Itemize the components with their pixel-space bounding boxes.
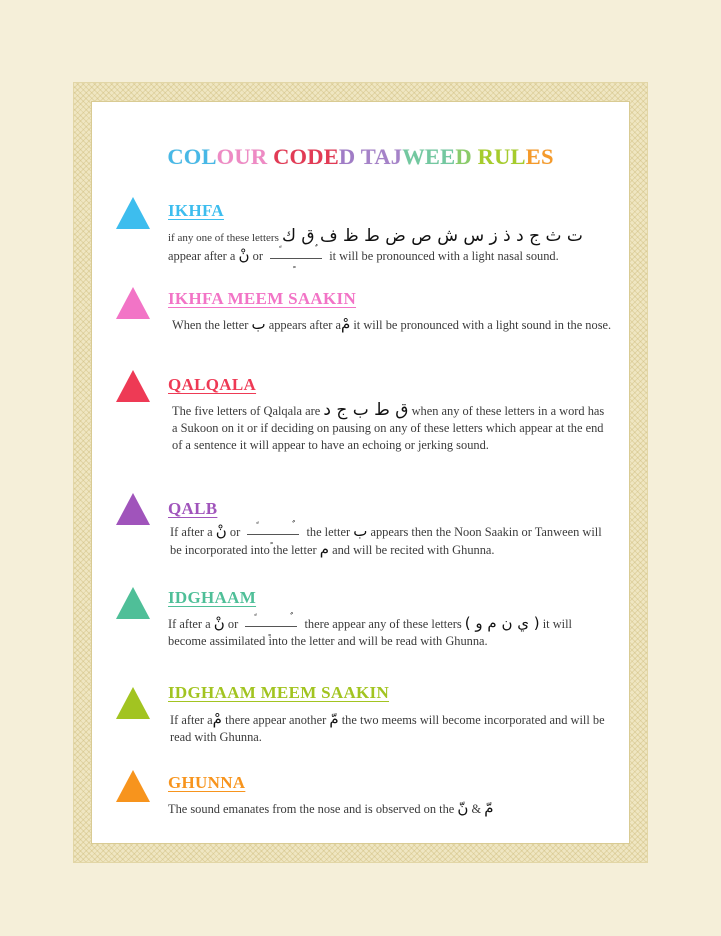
title-segment: COL [167, 144, 217, 169]
triangle-icon [116, 197, 150, 229]
rule-heading: QALB [168, 499, 218, 518]
page-title [92, 144, 629, 170]
meem-saakin-glyph: مْ [212, 710, 222, 728]
rule-heading: IDGHAAM [168, 588, 257, 607]
meem-glyph: م [319, 540, 329, 558]
ba-glyph: ب [353, 522, 368, 540]
triangle-icon [116, 370, 150, 402]
rule-heading: IKHFA [168, 201, 224, 220]
title-segment: WEE [402, 144, 456, 169]
meem-saakin-glyph: مْ [340, 315, 351, 333]
triangle-icon [116, 587, 150, 619]
noon-shadda-glyph: نّ [457, 799, 469, 817]
title-segment: D [338, 144, 361, 169]
title-segment: ES [525, 144, 554, 169]
noon-saakin-glyph: نْ [215, 522, 227, 540]
tanween-glyph [247, 527, 299, 539]
rule-description: The five letters of Qalqala are ق ط ب ج د when any of these letters in a word has a Sukoon on it or if deciding on pausing on any of these letters which appear at the end of a sentence it will appear to have an echoing or jerking sound. [172, 400, 605, 452]
title-segment: OUR [216, 144, 274, 169]
page-content [91, 101, 630, 844]
title-segment: TAJ [360, 144, 403, 169]
rule-description: The sound emanates from the nose and is observed on the نّ & مّ [168, 799, 494, 817]
rule-heading: QALQALA [168, 375, 257, 394]
meem-shadda-glyph: مّ [484, 799, 494, 817]
triangle-icon [116, 770, 150, 802]
rule-description: if any one of these letters ت ث ج د ذ ز س ش ص ض ط ظ ف ق ك appear after a نْ or it will be pronounced with a light nasal sound. [168, 226, 583, 264]
rule-heading: IKHFA MEEM SAAKIN [168, 289, 357, 308]
noon-saakin-glyph: نْ [213, 614, 225, 632]
qalqala-letters: ق ط ب ج د [323, 400, 409, 420]
triangle-icon [116, 493, 150, 525]
rule-description: When the letter ب appears after aمْ it will be pronounced with a light sound in the nose. [172, 315, 612, 333]
ba-glyph: ب [251, 315, 266, 333]
triangle-icon [116, 687, 150, 719]
rule-description: If after aمْ there appear another مّ the two meems will become incorporated and will be read with Ghunna. [170, 710, 605, 744]
rule-heading: IDGHAAM MEEM SAAKIN [168, 683, 390, 702]
title-segment: RUL [477, 144, 526, 169]
rule-heading: GHUNNA [168, 773, 246, 792]
meem-shadda-glyph: مّ [329, 710, 339, 728]
tanween-glyph [245, 619, 297, 631]
rule-description: If after a نْ or there appear any of these letters ( ي ن م و ) it will become assimilated into the letter and will be read with Ghunna. [168, 614, 572, 648]
tanween-glyph [270, 251, 322, 263]
decorative-border-frame [73, 82, 648, 863]
title-segment: D [455, 144, 478, 169]
triangle-icon [116, 287, 150, 319]
title-segment: CODE [273, 144, 339, 169]
noon-saakin-glyph: نْ [238, 246, 250, 264]
rule-description: If after a نْ or the letter ب appears then the Noon Saakin or Tanween will be incorporated into the letter م and will be recited with Ghunna. [170, 522, 602, 558]
arabic-letters: ت ث ج د ذ ز س ش ص ض ط ظ ف ق ك [282, 226, 583, 246]
idghaam-letters: ( ي ن م و ) [464, 614, 540, 632]
